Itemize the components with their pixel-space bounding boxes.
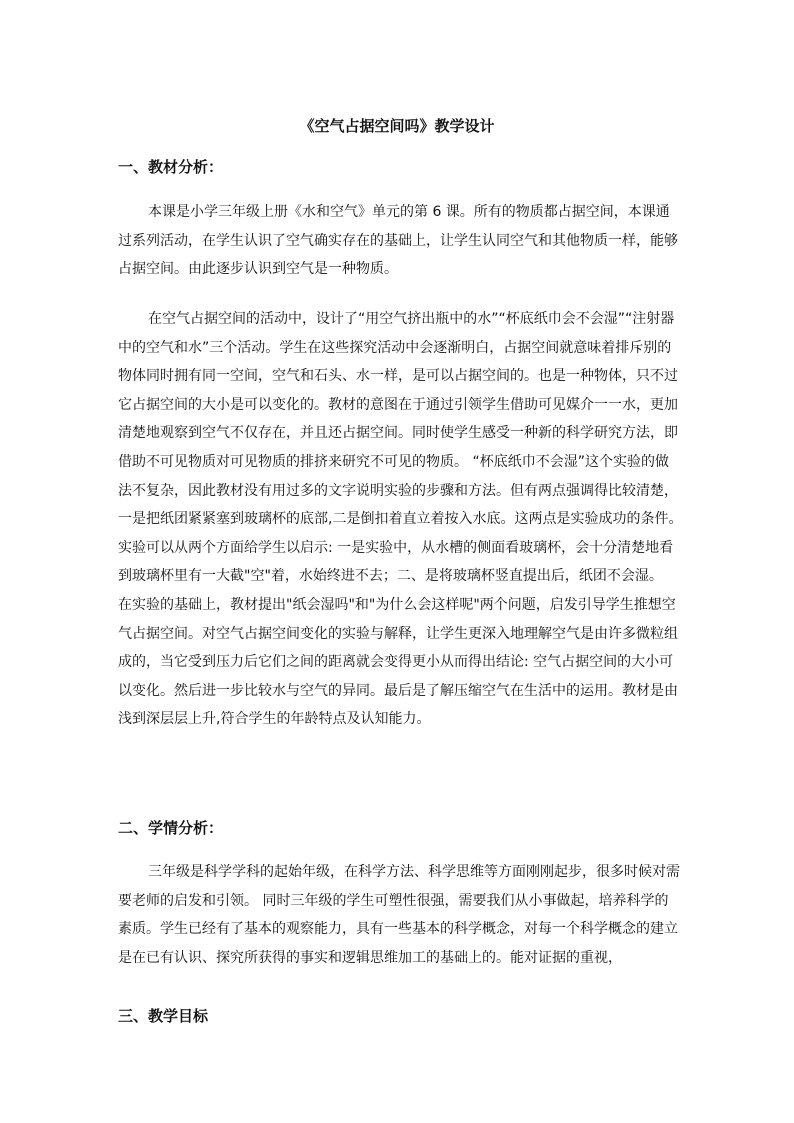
paragraph xyxy=(118,198,686,284)
paragraph xyxy=(118,305,686,734)
section-heading-learner-analysis: 二、学情分析： xyxy=(118,819,224,837)
document-title: 《空气占据空间吗》教学设计 xyxy=(299,117,495,135)
text-line: 一是把纸团紧紧塞到玻璃杯的底部,二是倒扣着直立着按入水底。这两点是实验成功的条件。 xyxy=(118,511,683,528)
text-line: 成的，当它受到压力后它们之间的距离就会变得更小从而得出结论: 空气占据空间的大小可 xyxy=(118,654,674,671)
text-line: 物体同时拥有同一空间，空气和石头、水一样，是可以占据空间的。也是一种物体，只不过 xyxy=(118,368,678,385)
text-line: 过系列活动，在学生认识了空气确实存在的基础上，让学生认同空气和其他物质一样，能够 xyxy=(118,232,678,249)
text-line: 法不复杂，因此教材没有用过多的文字说明实验的步骤和方法。但有两点强调得比较清楚， xyxy=(118,482,678,499)
text-line: 本课是小学三年级上册《水和空气》单元的第 6 课。所有的物质都占据空间，本课通 xyxy=(148,204,670,220)
text-line: 在空气占据空间的活动中，设计了“用空气挤出瓶中的水”“杯底纸巾会不会湿”“注射器 xyxy=(148,311,675,327)
text-line: 清楚地观察到空气不仅存在，并且还占据空间。同时使学生感受一种新的科学研究方法，即 xyxy=(118,425,678,442)
text-line: 气占据空间。对空气占据空间变化的实验与解释，让学生更深入地理解空气是由许多微粒组 xyxy=(118,625,678,642)
text-line: 浅到深层层上升,符合学生的年龄特点及认知能力。 xyxy=(118,711,431,728)
text-line: 在实验的基础上，教材提出"纸会湿吗"和"为什么会这样呢"两个问题，启发引导学生推想空 xyxy=(118,596,676,613)
text-line: 素质。学生已经有了基本的观察能力，具有一些基本的科学概念，对每一个科学概念的建立 xyxy=(118,921,678,938)
text-line: 要老师的启发和引领。 同时三年级的学生可塑性很强，需要我们从小事做起，培养科学的 xyxy=(118,892,669,909)
text-line: 借助不可见物质对可见物质的排挤来研究不可见的物质。 “杯底纸巾不会湿”这个实验的做 xyxy=(118,453,669,470)
paragraph xyxy=(118,858,686,972)
section-heading-textbook-analysis: 一、教材分析： xyxy=(118,158,224,176)
text-line: 是在已有认识、探究所获得的事实和逻辑思维加工的基础上的。能对证据的重视， xyxy=(118,949,622,966)
text-line: 它占据空间的大小是可以变化的。教材的意图在于通过引领学生借助可见媒介一一水，更加 xyxy=(118,396,678,413)
text-line: 占据空间。由此逐步认识到空气是一种物质。 xyxy=(118,261,398,278)
text-line: 中的空气和水”三个活动。学生在这些探究活动中会逐渐明白，占据空间就意味着排斥别的 xyxy=(118,339,672,356)
text-line: 实验可以从两个方面给学生以启示: 一是实验中，从水槽的侧面看玻璃杯，会十分清楚地看 xyxy=(118,539,674,556)
text-line: 以变化。然后进一步比较水与空气的异同。最后是了解压缩空气在生活中的运用。教材是由 xyxy=(118,682,678,699)
section-heading-teaching-objectives: 三、教学目标 xyxy=(118,1007,209,1025)
text-line: 到玻璃杯里有一大截"空"着，水始终进不去；二、是将玻璃杯竖直提出后，纸团不会湿。 xyxy=(118,568,663,585)
text-line: 三年级是科学学科的起始年级，在科学方法、科学思维等方面刚刚起步，很多时候对需 xyxy=(148,864,680,880)
